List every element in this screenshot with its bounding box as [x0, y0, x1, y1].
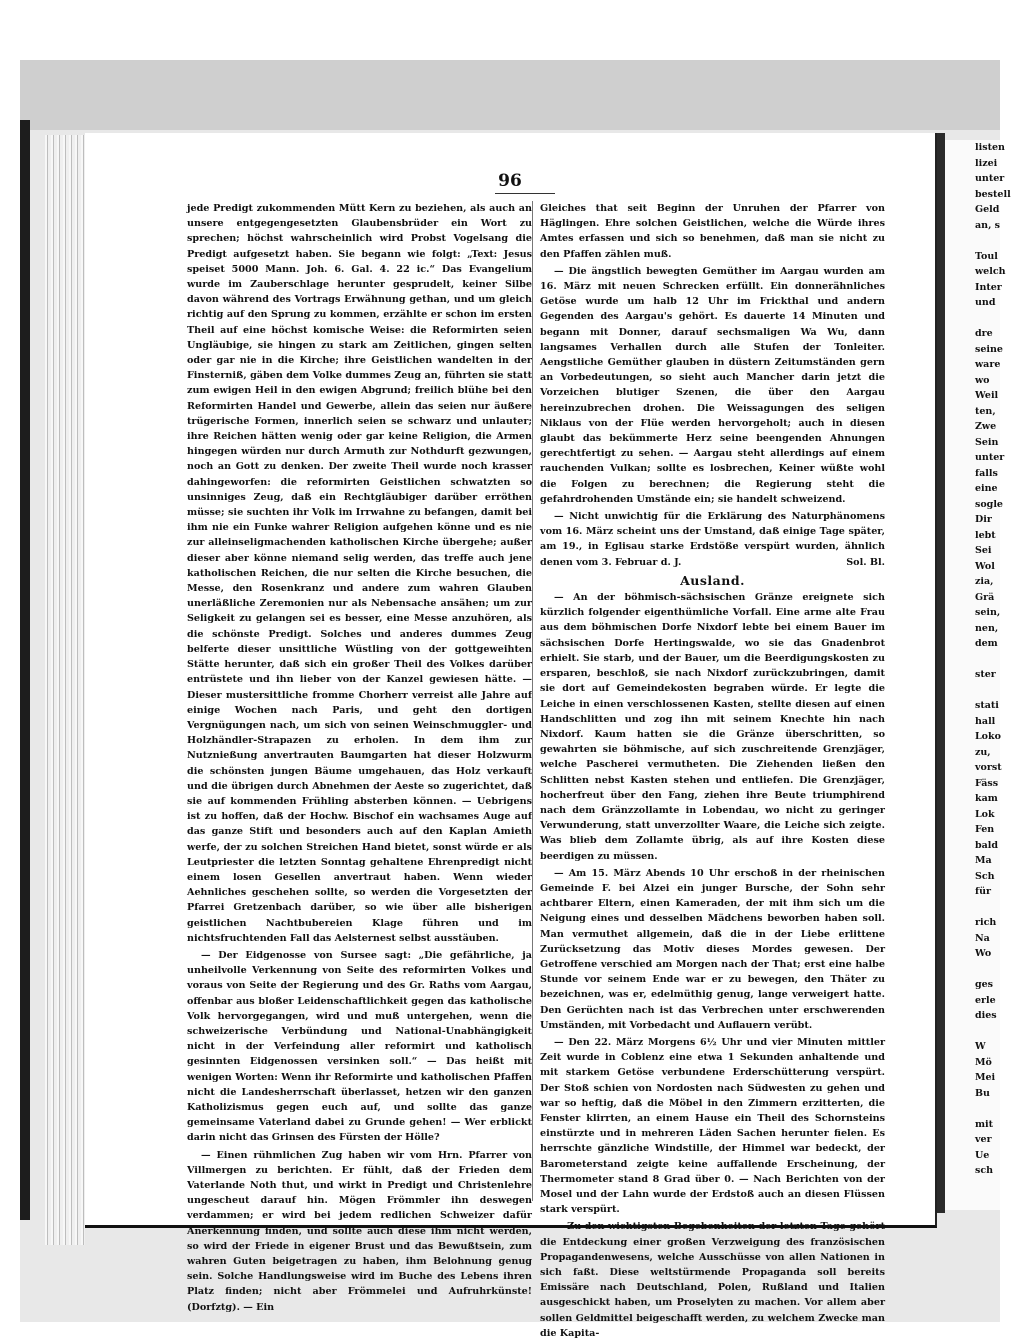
next-page-fragment	[945, 683, 1000, 699]
next-page-fragment: dre	[975, 328, 993, 339]
next-page-fragment: bestell	[975, 188, 1011, 200]
next-page-fragment: an, s	[975, 219, 1001, 231]
next-page-fragment: Grä	[975, 591, 995, 603]
article-text: — Nicht unwichtig für die Erklärung des Naturphänomens vom 16. März scheint uns der Umstand, daß einige Tage später, am 19., in Eglisau starke Erdstöße verspürt wurden, ähnlich denen vom 3. Februar d. J.	[540, 511, 885, 568]
article-paragraph: — Der Eidgenosse von Sursee sagt: „Die gefährliche, ja unheilvolle Verkennung von Seite des reformirten Volkes und voraus von Seite der Regierung und des Gr. Raths vom Aargau, offenbar aus bloßer Leidenschaftlichkeit gegen das katholische Volk hervorgegangen, wird und muß untergehen, wenn die schweizerische Verbündung und National-Unabhängigkeit nicht in der Verfeindung aller reformirt und katholisch gesinnten Eidgenossen versinken soll.“ — Das heißt mit wenigen Worten: Wenn ihr Reformirte und katholischen Pfaffen nicht die Landesherrschaft überlasset, hetzen wir den ganzen Katholizismus gegen euch auf, und sollte das ganze gemeinsame Vaterland dabei zu Grunde gehen! — Wer erblickt darin nicht das Grinsen des Fürsten der Hölle?	[187, 949, 532, 1144]
next-page-fragment: ten,	[975, 405, 996, 417]
next-page-fragment: welch	[975, 266, 1006, 277]
column-divider	[532, 201, 533, 1201]
book-spine	[937, 133, 945, 1213]
article-paragraph	[540, 509, 885, 570]
source-signature: Sol. Bl.	[846, 556, 885, 568]
article-paragraph: — Einen rühmlichen Zug haben wir vom Hrn. Pfarrer von Villmergen zu berichten. Er fühlt, daß der Frieden dem Vaterlande Noth thut, und wirkt in Predigt und Christenlehre ungescheut darauf hin. Mögen Frömmler ihn deswegen verdammen; er wird bei jedem redlichen Schweizer dafür Anerkennung finden, und sollte auch diese ihm nicht werden, so wird der Friede in eigener Brust und das Bewußtsein, zum wahren Guten beigetragen zu haben, ihm Belohnung genug sein. Solche Handlungsweise wird im Buche des Lebens ihren Platz finden; nicht aber Frömmelei und Aufruhrkünste! (Dorfztg). — Ein	[187, 1149, 532, 1313]
next-page-fragment: seine	[975, 343, 1003, 355]
article-paragraph: — Den 22. März Morgens 6½ Uhr und vier Minuten mittler Zeit wurde in Coblenz eine etwa 1 Sekunden anhaltende und mit starkem Getöse verbundene Erderschütterung verspürt. Der Stoß schien von Nordosten nach Südwesten zu gehen und war so heftig, daß die Möbel in den Zimmern erzitterten, die Fenster klirrten, an einem Hause ein Theil des Schornsteins einstürzte und in mehreren Läden Sachen herunter fielen. Es herrschte gänzliche Windstille, der Himmel war bedeckt, der Barometerstand zeigte keine auffallende Erscheinung, der Thermometer stand 8 Grad über 0. — Nach Berichten von der Mosel und der Lahn wurde der Erdstoß auch an diesen Flüssen stark verspürt.	[540, 1036, 885, 1216]
next-page-fragment	[945, 1024, 1000, 1040]
next-page-fragment: wo	[975, 374, 990, 386]
next-page-fragment: unter	[975, 452, 1005, 463]
next-page-fragment: sein,	[975, 607, 1001, 618]
next-page-fragment: Dir	[975, 514, 992, 525]
binding-edge	[20, 120, 30, 1220]
next-page-fragment: mit	[975, 1118, 994, 1130]
page-stack-edge	[45, 135, 85, 1245]
next-page-fragment: ware	[975, 359, 1001, 370]
next-page-fragment: Sei	[975, 545, 992, 556]
next-page-fragment: Sch	[975, 870, 995, 882]
next-page-fragment: W	[975, 1041, 986, 1052]
next-page-fragment: Ue	[975, 1149, 990, 1161]
newspaper-page	[85, 133, 937, 1339]
article-paragraph: Gleiches that seit Beginn der Unruhen der Pfarrer von Häglingen. Ehre solchen Geistlichen, welche die Würde ihres Amtes erfassen und sich so benehmen, daß man sie nicht zu den Pfaffen zählen muß.	[540, 203, 885, 260]
next-page-fragment: ster	[975, 669, 996, 680]
next-page-fragment	[945, 652, 1000, 668]
next-page-fragment: ver	[975, 1134, 992, 1145]
section-heading: Ausland.	[680, 572, 745, 588]
next-page-fragment: rich	[975, 917, 997, 928]
next-page-fragment: lizei	[975, 157, 998, 169]
next-page-fragment: ges	[975, 979, 994, 990]
next-page-fragment: Bu	[975, 1087, 990, 1099]
page-number: 96	[498, 171, 522, 191]
next-page-fragment: Fäss	[975, 777, 999, 789]
next-page-fragment: Fen	[975, 824, 995, 835]
next-page-fragment: Ma	[975, 855, 992, 866]
article-paragraph: — Zu den wichtigsten Begebenheiten der letzten Tage gehört die Entdeckung einer großen Verzweigung des französischen Propagandenwesens, welche Ausschüsse von allen Nationen in sich faßt. Diese weltstürmende Propaganda soll bereits Emissäre nach Deutschland, Polen, Rußland und Italien ausgeschickt haben, um Proselyten zu machen. Vor allem aber sollen Geldmittel beigeschafft werden, zu welchem Zwecke man die Kapita-	[540, 1221, 885, 1339]
next-page-fragment: listen	[975, 142, 1005, 153]
article-paragraph: — Die ängstlich bewegten Gemüther im Aargau wurden am 16. März mit neuen Schrecken erfüllt. Ein donnerähnliches Getöse wurde um halb 12 Uhr im Frickthal und andern Gegenden des Aargau's gehört. Es dauerte 14 Minuten und begann mit Donner, darauf sechsmaligen Wa Wu, dann langsames Verhallen durch alle Stufen der Tonleiter. Aengstliche Gemüther glauben in düstern Zeitumständen gern an Vorbedeutungen, so sieht auch Mancher darin jetzt die Vorzeichen blutiger Szenen, die über den Aargau hereinzubrechen drohen. Die Weissagungen des seligen Niklaus von der Flüe werden hervorgeholt; auch in diesen glaubt das bekümmerte Herz seine beengenden Ahnungen gerechtfertigt zu sehen. — Aargau steht allerdings auf einem rauchenden Vulkan; sollte es losbrechen, Keiner wüßte wohl die Folgen zu berechnen; die Regierung steht die gefahrdrohenden Umstände ein; sie handelt schweizend.	[540, 265, 885, 505]
next-page-fragment	[945, 900, 1000, 916]
next-page-fragment: erle	[975, 994, 996, 1006]
next-page-fragment	[945, 233, 1000, 249]
next-page-fragment: Wol	[975, 560, 995, 572]
next-page-fragment: Wo	[975, 948, 992, 959]
next-page-fragment: Lok	[975, 808, 995, 820]
next-page-fragment: Sein	[975, 436, 999, 448]
article-paragraph: — An der böhmisch-sächsischen Gränze ereignete sich kürzlich folgender eigenthümliche Vorfall. Eine arme alte Frau aus dem böhmischen Dorfe Nixdorf lebte bei einem Bauer im sächsischen Dorfe Hertingswalde, wo sie das Gnadenbrot erhielt. Sie starb, und der Bauer, um die Beerdigungskosten zu ersparen, beschloß, sie nach Nixdorf zurückzubringen, damit sie dort auf Gemeindekosten begraben würde. Er legte die Leiche in einen verschlossenen Kasten, stellte diesen auf einen Handschlitten und zog ihn mit seinem Knechte hin nach Nixdorf. Kaum hatten sie die Gränze überschritten, so gewahrten sie böhmische, auf sich zuschreitende Grenzjäger, welche Pascherei vermutheten. Die Ziehenden ließen den Schlitten nebst Kasten stehen und entliefen. Die Grenzjäger, hocherfreut über den Fang, ziehen ihre Beute triumphirend nach dem Gränzzollamte in Lobendau, wo nicht zu geringer Verwunderung, statt unverzollter Waare, die Leiche sich zeigte. Was blieb dem Zollamte übrig, als auf ihre Kosten diese beerdigen zu müssen.	[540, 592, 885, 862]
next-page-fragment: eine	[975, 483, 998, 494]
next-page-fragment	[945, 962, 1000, 978]
left-column	[187, 201, 532, 1317]
next-page-fragment: zu,	[975, 746, 991, 758]
next-page-fragment: sogle	[975, 498, 1003, 510]
next-page-fragment: Zwe	[975, 421, 997, 432]
next-page-fragment: und	[975, 297, 996, 308]
next-page-fragment: Toul	[975, 250, 998, 262]
article-paragraph: jede Predigt zukommenden Mütt Kern zu beziehen, als auch an unsere entgegengesetzten Glaubensbrüder ein Wort zu sprechen; höchst wahrscheinlich wird Probst Vogelsang die Predigt aufgesetzt haben. Sie begann wie folgt: „Text: Jesus speiset 5000 Mann. Joh. 6. Gal. 4. 22 ic.“ Das Evangelium wurde im Zauberschlage herunter gesprudelt, keiner Silbe davon während des Vortrags Erwähnung gethan, und um gleich richtig auf den Sprung zu kommen, erzählte er schon im ersten Theil auf eine höchst komische Weise: die Reformirten seien Ungläubige, sie hingen zu stark am Zeitlichen, gingen selten oder gar nie in die Kirche; ihre Geistlichen wandelten in der Finsterniß, gäben dem Volke dummes Zeug an, führten sie statt zum ewigen Heil in den ewigen Abgrund; freilich blühe bei den Reformirten Handel und Gewerbe, allein das seien nur äußere trügerische Formen, innerlich seien se schwarz und unlauter; ihre Reichen hätten wenig oder gar keine Religion, die Armen hingegen würden nur durch Armuth zur Nothdurft gezwungen, noch an Gott zu denken. Der zweite Theil wurde noch krasser dahingeworfen: die reformirten Geistlichen schwatzten so unsinniges Zeug, daß ein Rechtgläubiger darüber erröthen müsse; sie suchten ihr Volk im Irrwahne zu befangen, damit bei ihm nie ein Funke wahrer Religion aufgehen könne und es nie zur alleinseligmachenden katholischen Kirche übergehe; außer dieser aber könne niemand selig werden, das treffe auch jene katholischen Reichen, die nur selten die Kirche besuchen, die Messe, den Rosenkranz und andere zum wahren Glauben unerläßliche Zeremonien nur als Nebensache ansähen; um zur Seligkeit zu gelangen sei es besser, eine Messe anzuhören, als die schönste Predigt. Solches und anderes dummes Zeug belferte dieser unsittliche Wüstling von der gottgeweihten Stätte herunter, daß sich ein großer Theil des Volkes darüber entrüstete und ihn lieber von der Kanzel gewiesen hätte. — Dieser mustersittliche fromme Chorherr verreist alle Jahre auf einige Wochen nach Paris, und geht den dortigen Vergnügungen nach, um sich von seinen Weinschmuggler- und Holzhändler-Strapazen zu erholen. In dem ihm zur Nutznießung anvertrauten Baumgarten hat dieser Holzwurm die schönsten jungen Bäume umgehauen, das Holz verkauft und die übrigen durch Abnehmen der Aeste so zugerichtet, daß sie auf kommenden Frühling absterben können. — Uebrigens ist zu hoffen, daß der Hochw. Bischof ein wachsames Auge auf das ganze Stift und besonders auch auf den Kaplan Amieth werfe, der zu solchen Streichen Hand bietet, sonst würde er als Leutpriester die letzten Sonntag gehaltene Ehrenpredigt nicht einem losen Gesellen anvertraut haben. Wenn wieder Aehnliches geschehen sollte, so werden die Vorgesetzten der Pfarrei Gretzenbach darüber, so wie über alle bisherigen geistlichen Nachtbubereien Klage führen und im nichtsfruchtenden Fall das Aelsternest selbst ausstäuben.	[187, 203, 532, 944]
next-page-fragment: kam	[975, 793, 998, 804]
next-page-edge	[945, 140, 1011, 1210]
next-page-fragment: Inter	[975, 281, 1002, 293]
next-page-fragment: Geld	[975, 204, 1000, 215]
next-page-fragment: Loko	[975, 731, 1001, 742]
next-page-fragment: Mei	[975, 1072, 996, 1083]
next-page-fragment: bald	[975, 839, 999, 851]
next-page-fragment: unter	[975, 173, 1005, 184]
next-page-fragment	[945, 311, 1000, 327]
next-page-fragment: falls	[975, 467, 998, 479]
next-page-fragment: dies	[975, 1010, 997, 1021]
next-page-fragment: sch	[975, 1165, 994, 1176]
page-number-rule	[495, 193, 555, 194]
next-page-fragment: Weil	[975, 390, 999, 401]
next-page-fragment: dem	[975, 638, 998, 649]
next-page-fragment: zia,	[975, 576, 994, 587]
right-column	[540, 201, 885, 1343]
scan-top-shadow	[20, 60, 1000, 130]
next-page-fragment: nen,	[975, 622, 999, 634]
article-paragraph: — Am 15. März Abends 10 Uhr erschoß in der rheinischen Gemeinde F. bei Alzei ein junger Bursche, der Sohn sehr achtbarer Eltern, einen Kameraden, der mit ihm sich um die Neigung eines und desselben Mädchens beworben haben soll. Man vermuthet allgemein, daß die in der Liebe erlittene Zurücksetzung das Motiv dieses Mordes gewesen. Der Getroffene verschied am Morgen nach der That; erst eine halbe Stunde vor seinem Ende war er zu bewegen, den Thäter zu bezeichnen, was er, edelmüthig genug, lange verweigert hatte. Den Gerüchten nach ist das Verbrechen unter erschwerenden Umständen, mit Vorbedacht und Auflauern verübt.	[540, 867, 885, 1031]
next-page-fragment	[945, 1101, 1000, 1117]
next-page-fragment: hall	[975, 715, 996, 727]
next-page-fragment: stati	[975, 700, 999, 711]
next-page-fragment: vorst	[975, 762, 1002, 773]
next-page-fragment: Mö	[975, 1056, 992, 1068]
next-page-fragment: lebt	[975, 529, 996, 541]
next-page-fragment: für	[975, 886, 991, 897]
next-page-fragment: Na	[975, 932, 990, 944]
